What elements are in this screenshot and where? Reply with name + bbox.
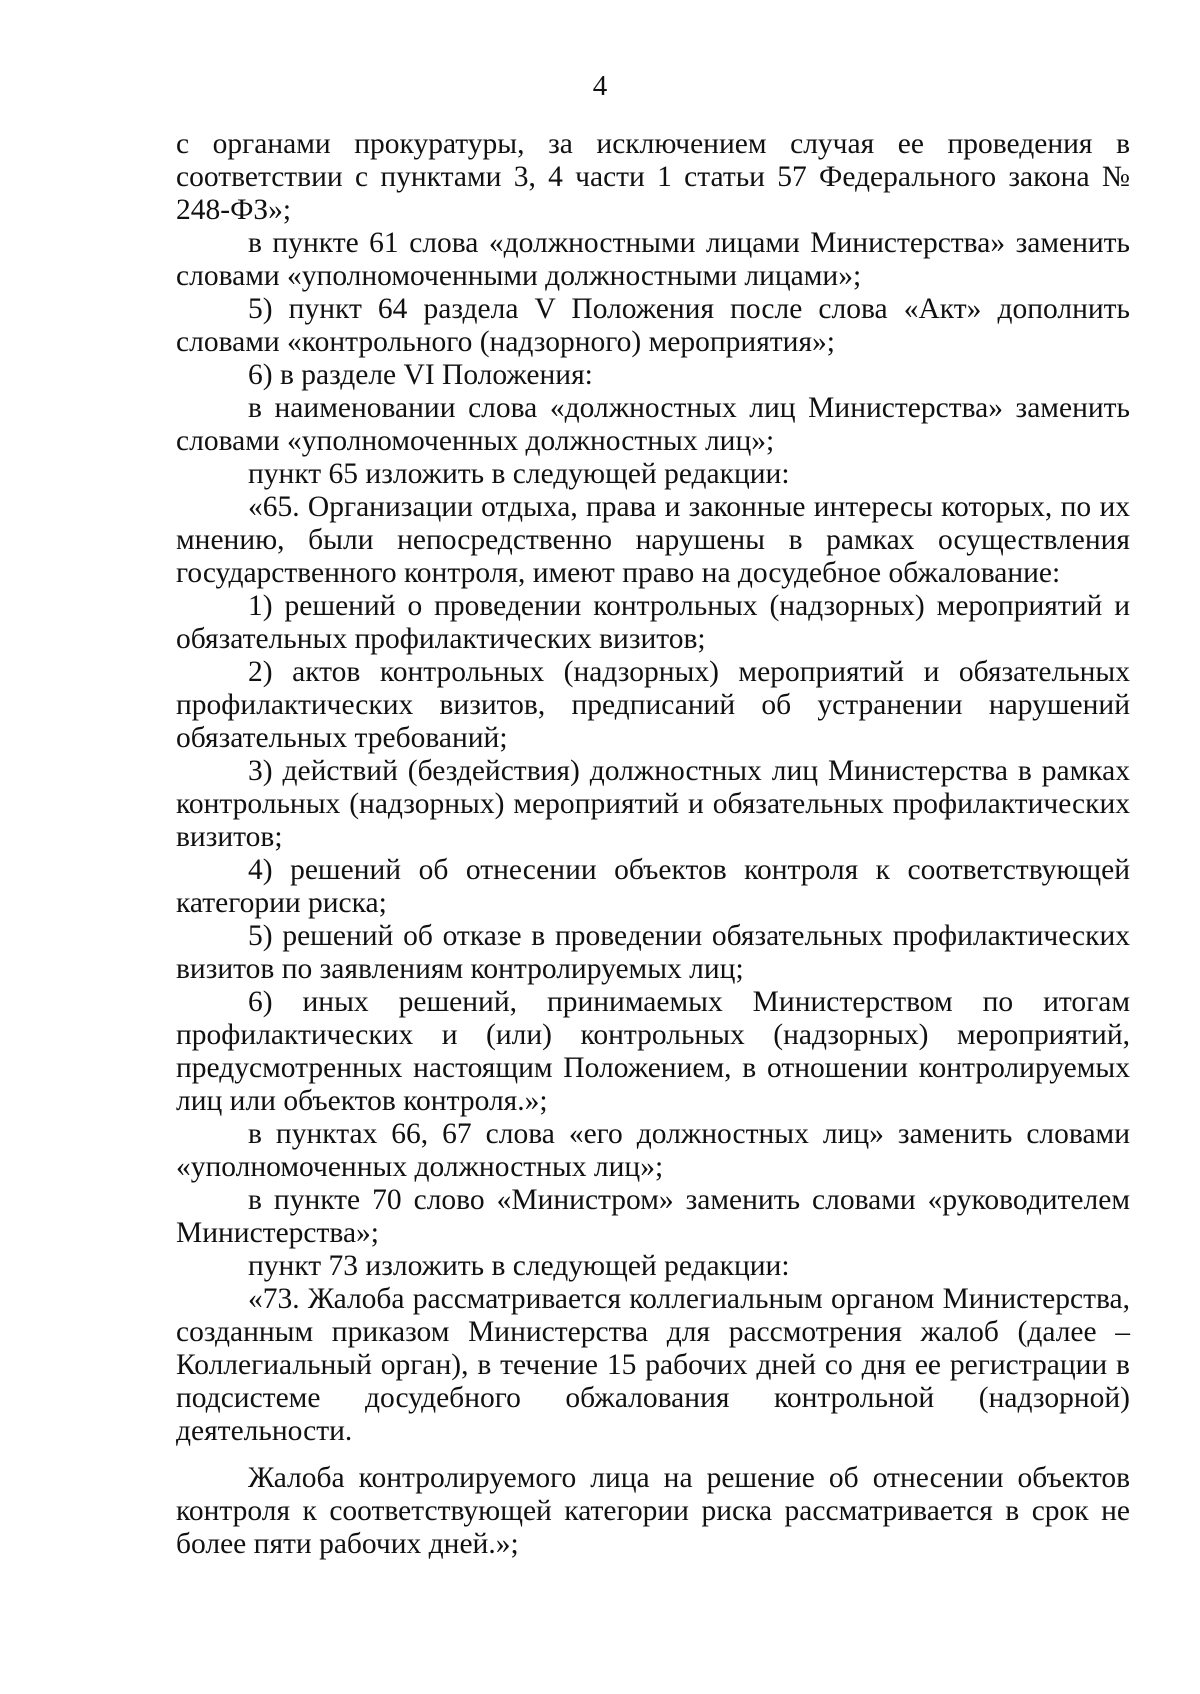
paragraph-subitem-3: 3) действий (бездействия) должностных лиц Министерства в рамках контрольных (надзорных) мероприятий и обязательных профилактических визитов; xyxy=(176,755,1130,853)
paragraph-continuation: с органами прокуратуры, за исключением случая ее проведения в соответствии с пунктами 3, 4 части 1 статьи 57 Федерального закона № 248-ФЗ»; xyxy=(176,128,1130,226)
paragraph-item-73: «73. Жалоба рассматривается коллегиальным органом Министерства, созданным приказом Министерства для рассмотрения жалоб (далее – Коллегиальный орган), в течение 15 рабочих дней со дня ее регистрации в подсистеме досудебного обжалования контрольной (надзорной) деятельности. xyxy=(176,1283,1130,1447)
paragraph-subitem-4: 4) решений об отнесении объектов контроля к соответствующей категории риска; xyxy=(176,854,1130,919)
page-number: 4 xyxy=(592,70,608,102)
paragraph-items-66-67: в пунктах 66, 67 слова «его должностных лиц» заменить словами «уполномоченных должностных лиц»; xyxy=(176,1118,1130,1183)
paragraph-item-5: 5) пункт 64 раздела V Положения после слова «Акт» дополнить словами «контрольного (надзорного) мероприятия»; xyxy=(176,293,1130,358)
paragraph-item-73-intro: пункт 73 изложить в следующей редакции: xyxy=(248,1250,790,1282)
paragraph-item-65: «65. Организации отдыха, права и законные интересы которых, по их мнению, были непосредственно нарушены в рамках осуществления государственного контроля, имеют право на досудебное обжалование: xyxy=(176,491,1130,589)
paragraph-item-70: в пункте 70 слово «Министром» заменить словами «руководителем Министерства»; xyxy=(176,1184,1130,1249)
paragraph-item-61: в пункте 61 слова «должностными лицами Министерства» заменить словами «уполномоченными должностными лицами»; xyxy=(176,227,1130,292)
paragraph-subitem-2: 2) актов контрольных (надзорных) мероприятий и обязательных профилактических визитов, предписаний об устранении нарушений обязательных требований; xyxy=(176,656,1130,754)
paragraph-item-6: 6) в разделе VI Положения: xyxy=(248,359,593,391)
paragraph-subitem-6: 6) иных решений, принимаемых Министерством по итогам профилактических и (или) контрольных (надзорных) мероприятий, предусмотренных настоящим Положением, в отношении контролируемых лиц или объектов контроля.»; xyxy=(176,986,1130,1117)
document-body xyxy=(176,128,1130,1561)
paragraph-item-65-intro: пункт 65 изложить в следующей редакции: xyxy=(248,458,790,490)
paragraph-subitem-1: 1) решений о проведении контрольных (надзорных) мероприятий и обязательных профилактических визитов; xyxy=(176,590,1130,655)
paragraph-item-73-continued: Жалоба контролируемого лица на решение об отнесении объектов контроля к соответствующей категории риска рассматривается в срок не более пяти рабочих дней.»; xyxy=(176,1462,1130,1560)
paragraph-subitem-5: 5) решений об отказе в проведении обязательных профилактических визитов по заявлениям контролируемых лиц; xyxy=(176,920,1130,985)
paragraph-section-title: в наименовании слова «должностных лиц Министерства» заменить словами «уполномоченных должностных лиц»; xyxy=(176,392,1130,457)
